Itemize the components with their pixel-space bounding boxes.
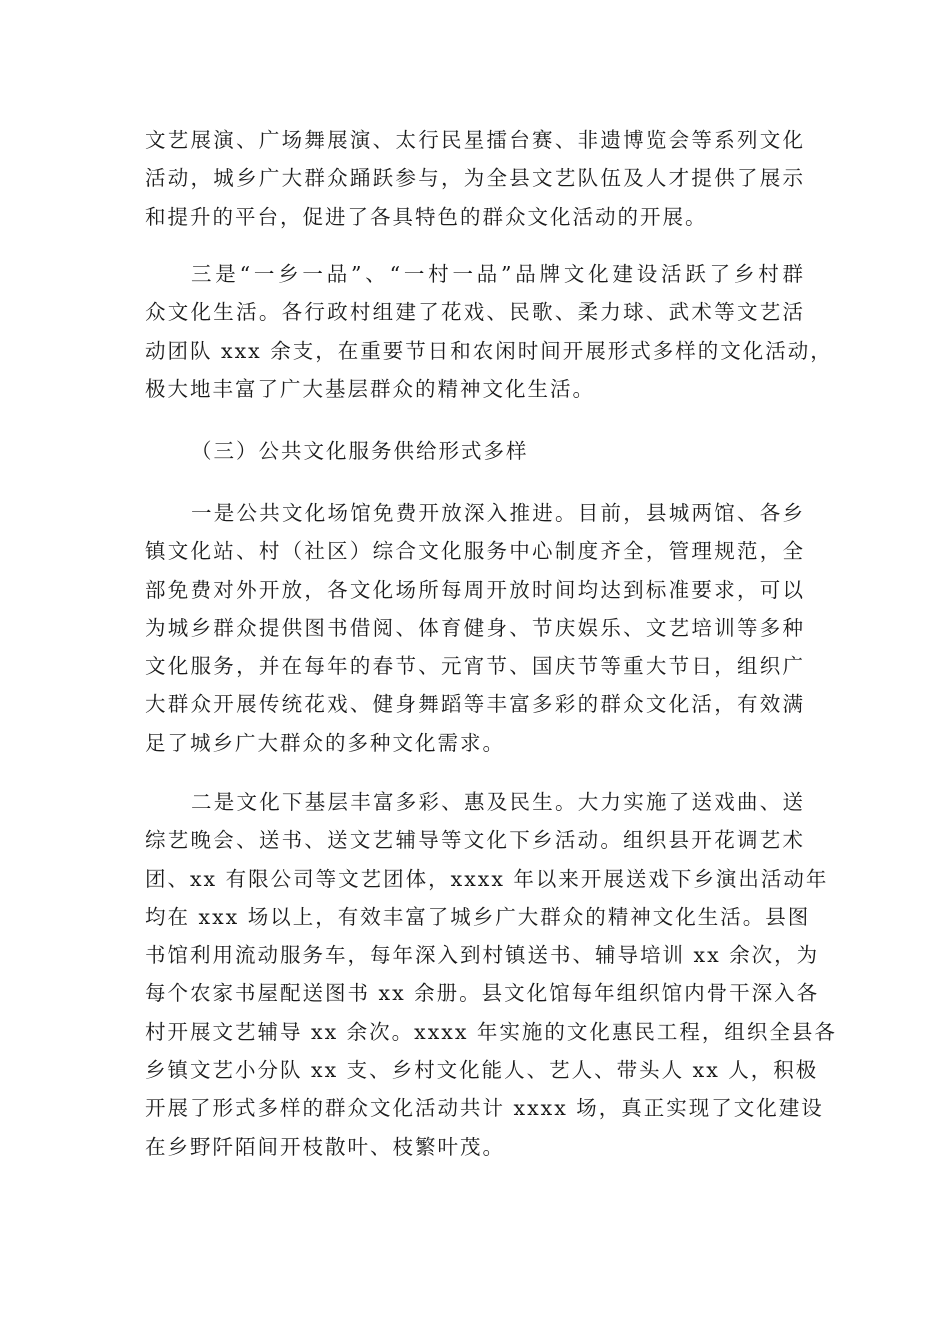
text-line: 足了城乡广大群众的多种文化需求。 (145, 730, 505, 755)
text-line: 动团队 xxx 余支，在重要节日和农闲时间开展形式多样的文化活动， (145, 338, 833, 363)
paragraph-grassroots-culture (145, 783, 837, 1166)
text-line: 三是“一乡一品”、“一村一品”品牌文化建设活跃了乡村群 (191, 262, 805, 286)
text-line: 部免费对外开放，各文化场所每周开放时间均达到标准要求，可以 (145, 577, 805, 602)
text-line: 均在 xxx 场以上，有效丰富了城乡广大群众的精神文化生活。县图 (145, 904, 811, 929)
text-line: 文艺展演、广场舞展演、太行民星擂台赛、非遗博览会等系列文化 (145, 128, 805, 152)
text-line: 文化服务，并在每年的春节、元宵节、国庆节等重大节日，组织广 (145, 654, 805, 679)
text-line: 每个农家书屋配送图书 xx 余册。县文化馆每年组织馆内骨干深入各 (145, 981, 820, 1006)
text-line: 开展了形式多样的群众文化活动共计 xxxx 场，真正实现了文化建设 (145, 1096, 824, 1121)
paragraph-continuation (145, 121, 805, 236)
text-line: 大群众开展传统花戏、健身舞蹈等丰富多彩的群众文化活，有效满 (145, 692, 805, 717)
text-line: 活动，城乡广大群众踊跃参与，为全县文艺队伍及人才提供了展示 (145, 166, 805, 191)
paragraph-free-opening (145, 494, 805, 762)
text-line: 综艺晚会、送书、送文艺辅导等文化下乡活动。组织县开花调艺术 (145, 828, 805, 853)
text-line: 乡镇文艺小分队 xx 支、乡村文化能人、艺人、带头人 xx 人，积极 (145, 1058, 819, 1083)
text-line: 众文化生活。各行政村组建了花戏、民歌、柔力球、武术等文艺活 (145, 300, 805, 325)
text-line: 二是文化下基层丰富多彩、惠及民生。大力实施了送戏曲、送 (191, 790, 805, 814)
text-line: 书馆利用流动服务车，每年深入到村镇送书、辅导培训 xx 余次，为 (145, 943, 820, 968)
text-line: 镇文化站、村（社区）综合文化服务中心制度齐全，管理规范，全 (145, 539, 805, 564)
text-line: 一是公共文化场馆免费开放深入推进。目前，县城两馆、各乡 (191, 501, 805, 525)
text-line: 为城乡群众提供图书借阅、体育健身、节庆娱乐、文艺培训等多种 (145, 615, 805, 640)
text-line: 团、xx 有限公司等文艺团体，xxxx 年以来开展送戏下乡演出活动年 (145, 866, 829, 891)
text-line: 村开展文艺辅导 xx 余次。xxxx 年实施的文化惠民工程，组织全县各 (145, 1019, 837, 1044)
text-line: 和提升的平台，促进了各具特色的群众文化活动的开展。 (145, 204, 708, 229)
heading-text: （三）公共文化服务供给形式多样 (191, 439, 529, 463)
text-line: 在乡野阡陌间开枝散叶、枝繁叶茂。 (145, 1134, 505, 1159)
text-line: 极大地丰富了广大基层群众的精神文化生活。 (145, 376, 595, 401)
section-heading (145, 432, 805, 470)
paragraph-brand-culture (145, 255, 833, 408)
